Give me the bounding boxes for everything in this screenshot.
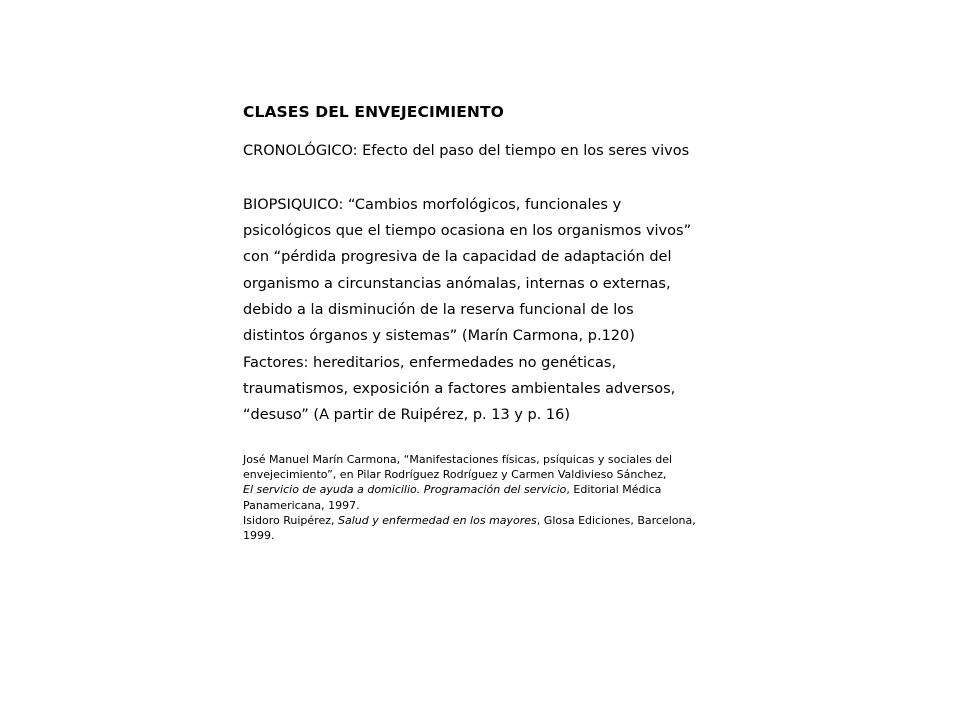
- biopsiquico-line-4: organismo a circunstancias anómalas, internas o externas,: [243, 276, 671, 292]
- references: [243, 452, 763, 543]
- reference-1-line-3: [243, 482, 763, 497]
- reference-1-line-2: envejecimiento”, en Pilar Rodríguez Rodríguez y Carmen Valdivieso Sánchez,: [243, 468, 667, 482]
- reference-2-line-1: [243, 513, 763, 528]
- reference-1-publisher: , Editorial Médica: [566, 483, 662, 497]
- reference-2-author: Isidoro Ruipérez,: [243, 513, 338, 527]
- reference-2-book-title: Salud y enfermedad en los mayores: [338, 513, 537, 527]
- reference-1-book-title: El servicio de ayuda a domicilio. Programación del servicio: [243, 483, 567, 497]
- biopsiquico-line-5: debido a la disminución de la reserva funcional de los: [243, 302, 634, 318]
- reference-2-publisher: , Glosa Ediciones, Barcelona,: [536, 513, 696, 527]
- factores-line-3: “desuso” (A partir de Ruipérez, p. 13 y p. 16): [243, 407, 571, 423]
- factores-line-1: Factores: hereditarios, enfermedades no genéticas,: [243, 355, 617, 371]
- biopsiquico-line-6: distintos órganos y sistemas” (Marín Carmona, p.120): [243, 328, 635, 344]
- biopsiquico-line-2: psicológicos que el tiempo ocasiona en los organismos vivos”: [243, 223, 692, 239]
- reference-1-line-1: José Manuel Marín Carmona, “Manifestaciones físicas, psíquicas y sociales del: [243, 453, 673, 466]
- reference-2-line-2: 1999.: [243, 529, 275, 543]
- reference-1-line-4: Panamericana, 1997.: [243, 498, 360, 512]
- factores-line-2: traumatismos, exposición a factores ambientales adversos,: [243, 381, 676, 397]
- cronologico-definition: CRONOLÓGICO: Efecto del paso del tiempo en los seres vivos: [243, 143, 690, 159]
- biopsiquico-line-1: BIOPSIQUICO: “Cambios morfológicos, funcionales y: [243, 197, 622, 213]
- slide-content: [243, 0, 773, 720]
- biopsiquico-line-3: con “pérdida progresiva de la capacidad de adaptación del: [243, 249, 672, 265]
- page-title: CLASES DEL ENVEJECIMIENTO: [243, 103, 504, 121]
